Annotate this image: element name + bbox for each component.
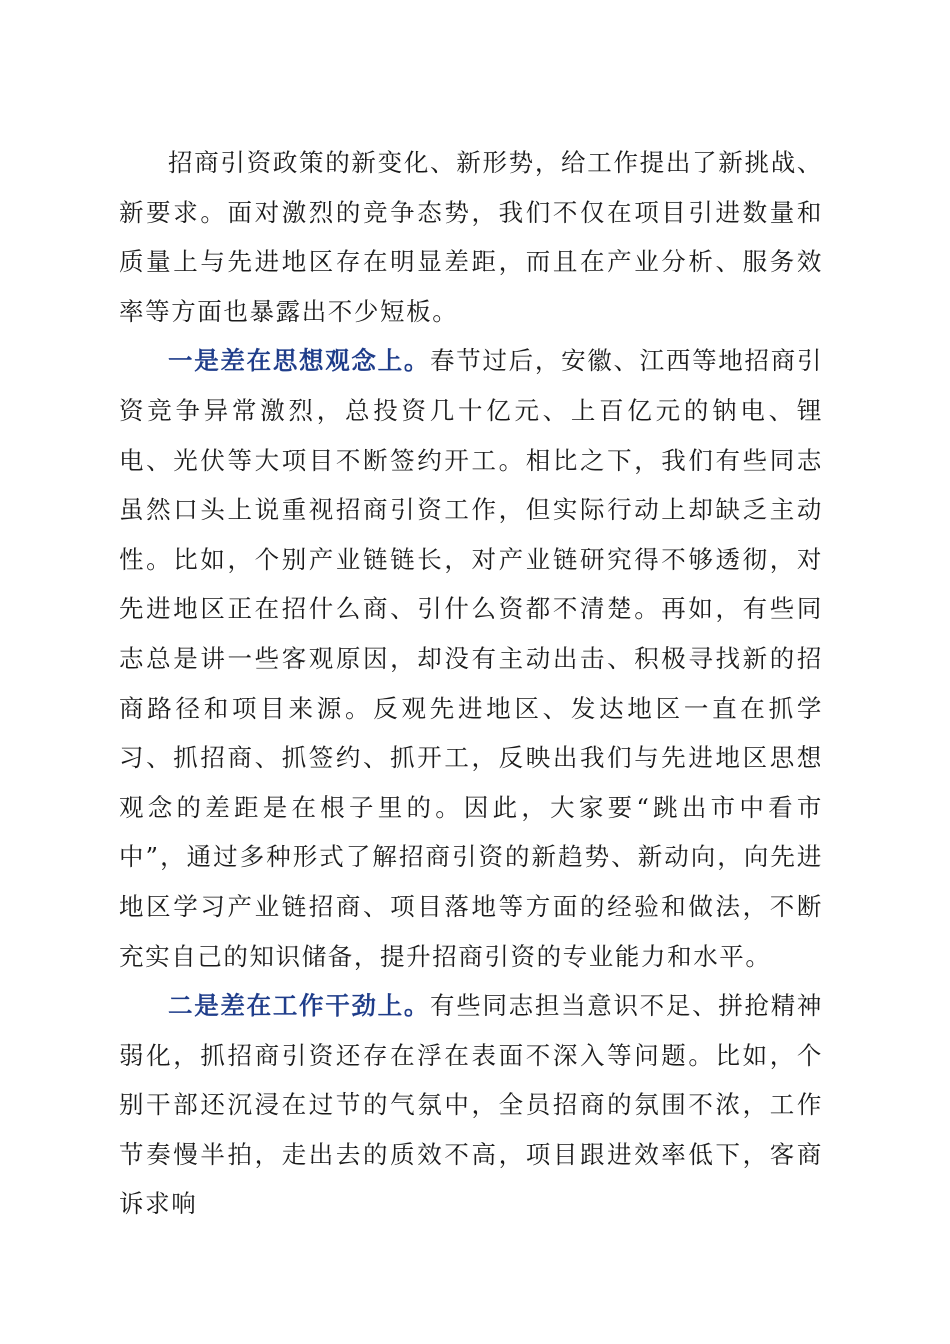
- paragraph-point-two: [119, 981, 823, 1229]
- paragraph-text: 春节过后，安徽、江西等地招商引资竞争异常激烈，总投资几十亿元、上百亿元的钠电、锂电、光伏等大项目不断签约开工。相比之下，我们有些同志虽然口头上说重视招商引资工作，但实际行动上却缺乏主动性。比如，个别产业链链长，对产业链研究得不够透彻，对先进地区正在招什么商、引什么资都不清楚。再如，有些同志总是讲一些客观原因，却没有主动出击、积极寻找新的招商路径和项目来源。反观先进地区、发达地区一直在抓学习、抓招商、抓签约、抓开工，反映出我们与先进地区思想观念的差距是在根子里的。因此，大家要“跳出市中看市中”，通过多种形式了解招商引资的新趋势、新动向，向先进地区学习产业链招商、项目落地等方面的经验和做法，不断充实自己的知识储备，提升招商引资的专业能力和水平。: [119, 346, 824, 971]
- document-body: [119, 138, 823, 1229]
- paragraph-lead: 一是差在思想观念上。: [168, 346, 431, 376]
- paragraph-intro: [119, 138, 823, 336]
- paragraph-text: 有些同志担当意识不足、拼抢精神弱化，抓招商引资还存在浮在表面不深入等问题。比如，个别干部还沉浸在过节的气氛中，全员招商的氛围不浓，工作节奏慢半拍，走出去的质效不高，项目跟进效率低下，客商诉求响: [119, 991, 824, 1219]
- paragraph-point-one: [119, 336, 823, 981]
- paragraph-text: 招商引资政策的新变化、新形势，给工作提出了新挑战、新要求。面对激烈的竞争态势，我们不仅在项目引进数量和质量上与先进地区存在明显差距，而且在产业分析、服务效率等方面也暴露出不少短板。: [119, 148, 823, 326]
- paragraph-lead: 二是差在工作干劲上。: [168, 991, 431, 1021]
